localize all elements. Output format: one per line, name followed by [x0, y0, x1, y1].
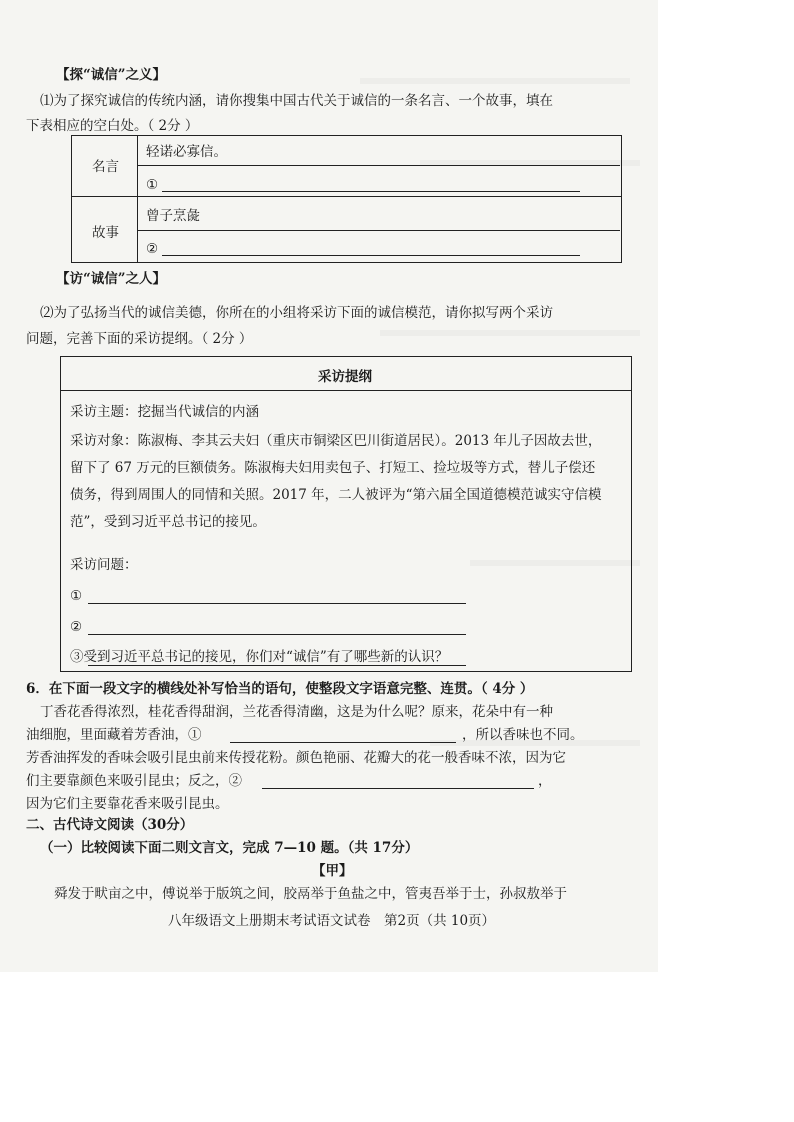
q2-line2: 问题，完善下面的采访提纲。（ 2分 ） [26, 331, 253, 347]
part2-subheading: （一）比较阅读下面二则文言文，完成 7—10 题。（共 17分） [40, 840, 419, 856]
question-a-answer-line[interactable] [88, 603, 466, 604]
q6-text-line5b: ， [538, 773, 552, 789]
row-quote-label: 名言 [92, 159, 119, 175]
outline-questions-label: 采访问题： [70, 557, 138, 573]
q6-blank-1[interactable] [230, 742, 456, 743]
q1-line2: 下表相应的空白处。（ 2分 ） [26, 118, 199, 134]
section-interview-title: 【访“诚信”之人】 [56, 271, 167, 287]
page-footer: 八年级语文上册期末考试语文试卷 第2页（共 10页） [168, 913, 496, 929]
q6-text-line2: 丁香花香得浓烈，桂花香得甜润，兰花香得清幽，这是为什么呢？原来，花朵中有一种 [40, 704, 553, 720]
q6-text-line3a: 油细胞，里面藏着芳香油，① [26, 727, 202, 743]
q2-line1: ⑵为了弘扬当代的诚信美德，你所在的小组将采访下面的诚信模范，请你拟写两个采访 [40, 305, 553, 321]
q6-text-line3b: ，所以香味也不同。 [462, 727, 584, 743]
question-b-answer-line[interactable] [88, 634, 466, 635]
quote-answer-line[interactable] [162, 191, 580, 192]
question-c: ③受到习近平总书记的接见，你们对“诚信”有了哪些新的认识？ [70, 649, 449, 665]
q6-text-line4: 芳香油挥发的香味会吸引昆虫前来传授花粉。颜色艳丽、花瓣大的花一般香味不浓，因为它 [26, 750, 566, 766]
row-quote-blank-number: ① [146, 177, 159, 193]
outline-target-line4: 范”，受到习近平总书记的接见。 [70, 514, 266, 530]
outline-target-line3: 债务，得到周围人的同情和关照。2017 年，二人被评为“第六届全国道德模范诚实守信模 [70, 487, 602, 503]
q1-line1: ⑴为了探究诚信的传统内涵，请你搜集中国古代关于诚信的一条名言、一个故事，填在 [40, 93, 553, 109]
section-explore-title: 【探“诚信”之义】 [56, 67, 167, 83]
q6-text-line6: 因为它们主要靠花香来吸引昆虫。 [26, 796, 229, 812]
outline-theme: 采访主题：挖掘当代诚信的内涵 [70, 404, 259, 420]
question-b-number: ② [70, 619, 83, 635]
row-story-blank-number: ② [146, 241, 159, 257]
story-answer-line[interactable] [162, 255, 580, 256]
row-story-label: 故事 [92, 225, 119, 241]
question-a-number: ① [70, 588, 83, 604]
outline-target-line1: 采访对象：陈淑梅、李其云夫妇（重庆市铜梁区巴川街道居民）。2013 年儿子因故去世， [70, 433, 602, 449]
row-quote-value: 轻诺必寡信。 [146, 144, 227, 160]
outline-title: 采访提纲 [318, 369, 372, 385]
passage-jia-label: 【甲】 [312, 863, 353, 879]
passage-jia-text: 舜发于畎亩之中，傅说举于版筑之间，胶鬲举于鱼盐之中，管夷吾举于士，孙叔敖举于 [54, 886, 567, 902]
outline-target-line2: 留下了 67 万元的巨额债务。陈淑梅夫妇用卖包子、打短工、捡垃圾等方式，替儿子偿还 [70, 460, 596, 476]
q6-prompt: 6．在下面一段文字的横线处补写恰当的语句，使整段文字语意完整、连贯。（ 4分 ） [26, 681, 534, 697]
q6-text-line5a: 们主要靠颜色来吸引昆虫；反之，② [26, 773, 242, 789]
q6-blank-2[interactable] [262, 788, 534, 789]
part2-heading: 二、古代诗文阅读（30分） [26, 817, 194, 833]
row-story-value: 曾子烹彘 [146, 208, 200, 224]
